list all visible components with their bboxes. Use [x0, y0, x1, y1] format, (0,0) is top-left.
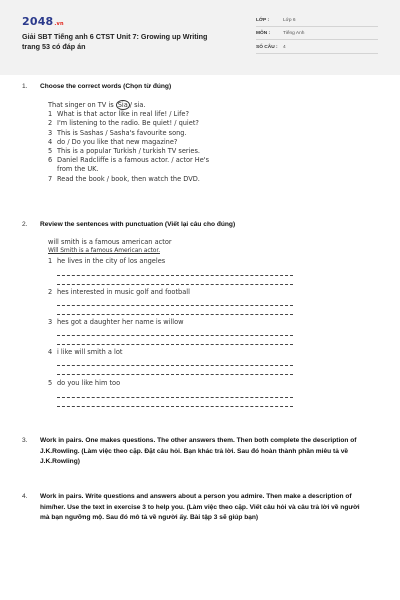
item-text: hes got a daughter her name is willow [57, 318, 184, 326]
list-item [48, 119, 199, 128]
page-header [0, 0, 400, 75]
list-item [48, 174, 200, 184]
divider [256, 39, 378, 40]
item-number: 4 [48, 137, 53, 146]
question-number: 4. [22, 493, 28, 500]
logo-suffix: .vn [54, 21, 64, 27]
question-2 [22, 220, 362, 229]
answer-line[interactable] [57, 314, 293, 315]
sentence [48, 318, 293, 327]
item-number: 2 [48, 119, 53, 128]
example-text-before: That singer on TV is [48, 101, 116, 109]
question-number: 2. [22, 221, 28, 228]
question-4 [22, 492, 372, 526]
item-number: 6 [48, 156, 53, 165]
question-3 [22, 436, 372, 470]
list-item [48, 165, 146, 174]
logo-text: 2048 [22, 15, 54, 28]
item-text: I'm listening to the radio. Be quiet! / quiet? [57, 119, 199, 128]
exercise-2-item [48, 288, 293, 318]
divider [256, 53, 378, 54]
exercise-2-item [48, 348, 293, 378]
answer-line[interactable] [57, 406, 293, 407]
item-number: 1 [48, 110, 53, 119]
item-text: hes interested in music golf and football [57, 288, 190, 296]
item-text: This is Sashas / Sasha's favourite song. [57, 128, 187, 137]
list-item [48, 156, 210, 165]
answer-line[interactable] [57, 335, 293, 336]
meta-count-label: SỐ CÂU : [256, 45, 278, 50]
list-item [48, 146, 201, 156]
example-text-after: / sia. [129, 101, 146, 109]
circled-answer: Sia [117, 101, 128, 109]
question-1 [22, 82, 362, 91]
item-number: 3 [48, 318, 53, 326]
answer-line[interactable] [57, 284, 293, 285]
sentence [48, 257, 293, 266]
item-text: from the UK. [57, 165, 99, 174]
item-number: 3 [48, 128, 53, 137]
question-number: 1. [22, 83, 28, 90]
question-text: Choose the correct words (Chọn từ đúng) [40, 83, 172, 90]
exercise-2-example [48, 238, 172, 255]
answer-line[interactable] [57, 374, 293, 375]
item-text: do / Do you like that new magazine? [57, 137, 178, 146]
item-text: This is a popular Turkish / turkish TV series. [57, 146, 201, 155]
sentence [48, 379, 293, 388]
meta-count-value: 4 [283, 45, 286, 50]
exercise-1 [48, 101, 210, 184]
question-text: Work in pairs. Write questions and answers about a person you admire. Then make a description of him/her. Use the text in exercise 3 to help you. (Làm việc theo cặp. Viết câu hỏi và câu trả lời về người mà bạn ngưỡng mộ. Sau đó mô tả về người ấy. Bài tập 3 sẽ giúp bạn) [40, 493, 360, 521]
divider [256, 26, 378, 27]
sentence [48, 348, 293, 357]
item-number: 4 [48, 348, 53, 356]
document-title: Giải SBT Tiếng anh 6 CTST Unit 7: Growing up Writing trang 53 có đáp án [22, 32, 208, 51]
exercise-2-item [48, 379, 293, 411]
item-text: Read the book / book, then watch the DVD. [57, 174, 200, 183]
item-number: 7 [48, 174, 53, 183]
answer-line[interactable] [57, 365, 293, 366]
item-number: 5 [48, 146, 53, 155]
meta-subject-label: MÔN : [256, 31, 271, 36]
answer-line[interactable] [57, 397, 293, 398]
list-item [48, 137, 178, 147]
item-number: 1 [48, 257, 53, 265]
answer-line[interactable] [57, 275, 293, 276]
example-answer: Will Smith is a famous American actor. [48, 247, 160, 254]
meta-subject-value: Tiếng Anh [283, 31, 305, 36]
site-logo[interactable] [22, 15, 64, 28]
question-text: Work in pairs. One makes questions. The other answers them. Then both complete the description of J.K.Rowling. (Làm việc theo cặp. Đặt câu hỏi. Bạn khác trả lời. Sau đó hoàn thành phần miêu tả về J.K.Rowling) [40, 437, 357, 465]
item-number: 2 [48, 288, 53, 296]
exercise-2-item [48, 318, 293, 348]
item-text: do you like him too [57, 379, 121, 387]
answer-line[interactable] [57, 305, 293, 306]
list-item [48, 128, 187, 138]
meta-class-label: LỚP : [256, 18, 270, 23]
meta-class-value: Lớp 6 [283, 18, 296, 23]
item-text: Daniel Radcliffe is a famous actor. / actor He's [57, 156, 210, 165]
exercise-2-item [48, 257, 293, 287]
question-text: Review the sentences with punctuation (Viết lại câu cho đúng) [40, 221, 236, 228]
example-line [48, 101, 146, 110]
list-item [48, 110, 189, 119]
answer-line[interactable] [57, 344, 293, 345]
example-sentence: will smith is a famous american actor [48, 238, 172, 246]
question-number: 3. [22, 437, 28, 444]
item-number: 5 [48, 379, 53, 387]
sentence [48, 288, 293, 297]
item-text: i like will smith a lot [57, 348, 123, 356]
item-text: he lives in the city of los angeles [57, 257, 166, 265]
item-text: What is that actor like in real life! / Life? [57, 110, 189, 119]
